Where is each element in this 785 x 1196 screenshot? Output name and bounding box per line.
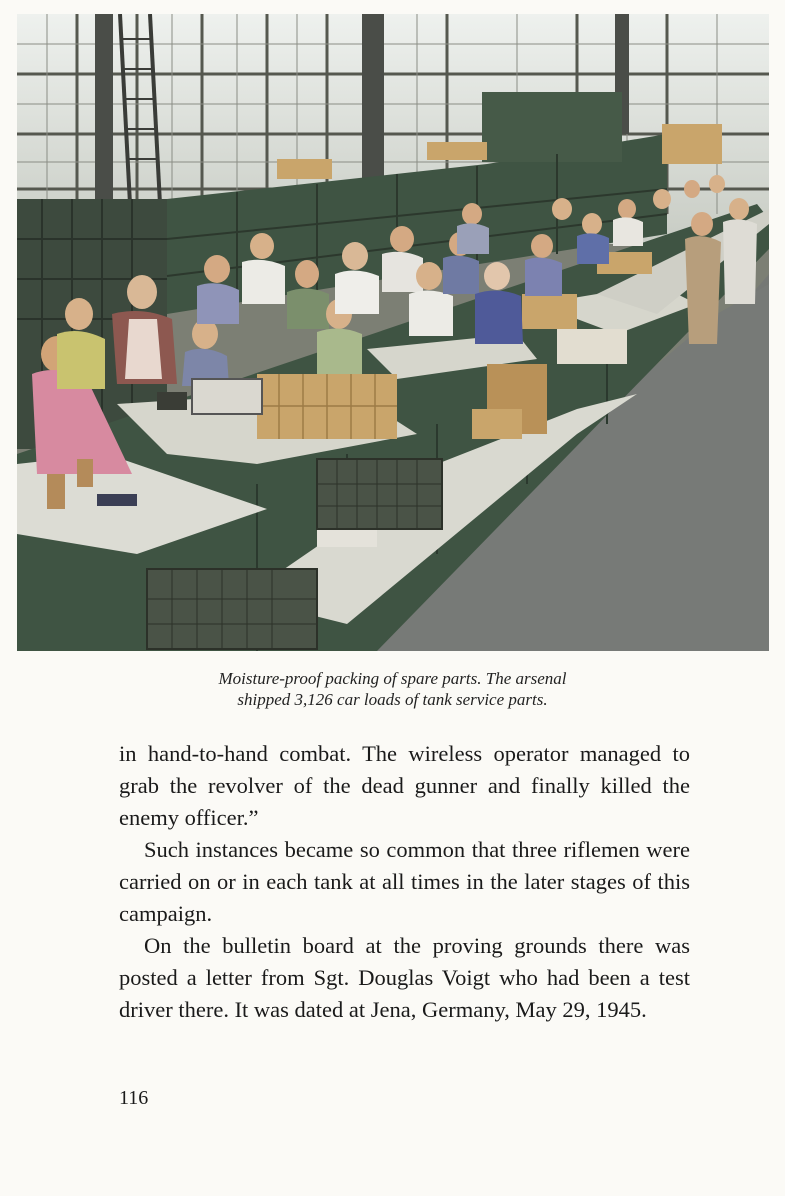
figure-caption <box>60 668 725 710</box>
paragraph-2: Such instances became so common that three riflemen were carried on or in each tank at all times in the later stages of this campaign. <box>119 837 690 926</box>
factory-scene-illustration <box>17 14 769 651</box>
body-text <box>119 738 690 1026</box>
caption-line-2: shipped 3,126 car loads of tank service parts. <box>237 690 548 709</box>
paragraph-1: in hand-to-hand combat. The wireless operator managed to grab the revolver of the dead gunner and finally killed the enemy officer.” <box>119 741 690 830</box>
caption-line-1: Moisture-proof packing of spare parts. The arsenal <box>218 669 567 688</box>
paragraph-3: On the bulletin board at the proving grounds there was posted a letter from Sgt. Douglas Voigt who had been a test driver there. It was dated at Jena, Germany, May 29, 1945. <box>119 933 690 1022</box>
page-number: 116 <box>119 1087 149 1109</box>
figure-photo <box>17 14 769 651</box>
